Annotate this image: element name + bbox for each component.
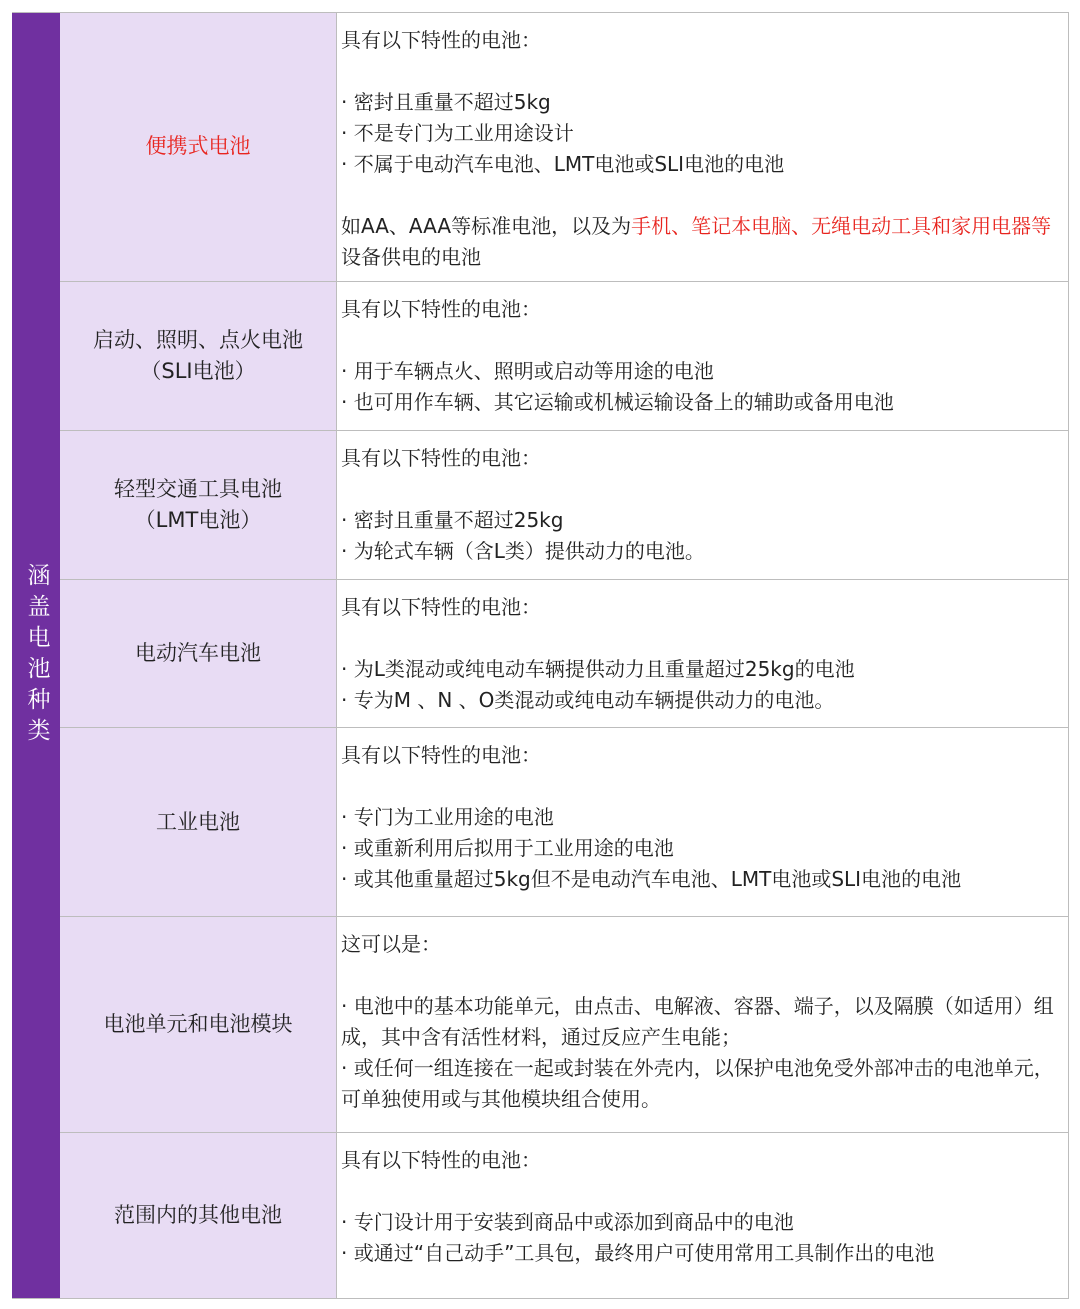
row-description — [337, 917, 1069, 1132]
description-intro: 具有以下特性的电池： — [341, 594, 541, 619]
bullet: · 密封且重量不超过25kg — [341, 507, 564, 532]
row-name: 便携式电池 — [60, 13, 337, 281]
row-description — [337, 1133, 1069, 1298]
description-intro: 具有以下特性的电池： — [341, 28, 541, 52]
description-intro: 具有以下特性的电池： — [341, 1148, 541, 1173]
highlight-text: 手机、笔记本电脑、无绳电动工具和家用电器等 — [631, 214, 1052, 238]
row-name: 电池单元和电池模块 — [60, 917, 337, 1132]
row-name: 工业电池 — [60, 728, 337, 916]
side-header — [12, 13, 60, 1298]
bullet: · 用于车辆点火、照明或启动等用途的电池 — [341, 358, 714, 383]
table-row — [60, 1133, 1069, 1298]
row-description — [337, 580, 1069, 728]
row-name: 启动、照明、点火电池 （SLI电池） — [60, 282, 337, 430]
bullet: · 不是专门为工业用途设计 — [341, 121, 574, 145]
description-intro: 这可以是： — [341, 932, 441, 957]
bullet: · 专门为工业用途的电池 — [341, 805, 554, 830]
battery-types-table — [12, 12, 1069, 1299]
bullet: · 专门设计用于安装到商品中或添加到商品中的电池 — [341, 1210, 794, 1235]
row-name: 轻型交通工具电池 （LMT电池） — [60, 431, 337, 579]
table-row — [60, 580, 1069, 729]
side-header-label: 涵盖电池种类 — [23, 562, 50, 749]
table-row — [60, 431, 1069, 580]
table-row — [60, 13, 1069, 282]
table-row — [60, 282, 1069, 431]
bullet: · 密封且重量不超过5kg — [341, 90, 551, 114]
bullet: · 或其他重量超过5kg但不是电动汽车电池、LMT电池或SLI电池的电池 — [341, 867, 962, 892]
table-rows — [60, 13, 1069, 1298]
description-note: 如AA、AAA等标准电池，以及为手机、笔记本电脑、无绳电动工具和家用电器等设备供电的电池 — [341, 214, 1052, 269]
bullet: · 专为M 、N 、O类混动或纯电动车辆提供动力的电池。 — [341, 687, 835, 712]
bullet: · 也可用作车辆、其它运输或机械运输设备上的辅助或备用电池 — [341, 389, 894, 414]
row-description — [337, 13, 1069, 281]
row-name: 电动汽车电池 — [60, 580, 337, 728]
description-intro: 具有以下特性的电池： — [341, 445, 541, 470]
bullet: · 为轮式车辆（含L类）提供动力的电池。 — [341, 538, 705, 563]
bullet: · 或重新利用后拟用于工业用途的电池 — [341, 836, 674, 861]
row-description — [337, 728, 1069, 916]
row-description — [337, 431, 1069, 579]
bullet: · 为L类混动或纯电动车辆提供动力且重量超过25kg的电池 — [341, 656, 855, 681]
table-row — [60, 728, 1069, 917]
description-intro: 具有以下特性的电池： — [341, 296, 541, 321]
bullet: · 电池中的基本功能单元，由点击、电解液、容器、端子，以及隔膜（如适用）组成，其中含有活性材料，通过反应产生电能； — [341, 994, 1054, 1050]
bullet: · 或通过“自己动手”工具包，最终用户可使用常用工具制作出的电池 — [341, 1241, 935, 1266]
row-name: 范围内的其他电池 — [60, 1133, 337, 1298]
row-description — [337, 282, 1069, 430]
bullet: · 不属于电动汽车电池、LMT电池或SLI电池的电池 — [341, 152, 785, 176]
bullet: · 或任何一组连接在一起或封装在外壳内，以保护电池免受外部冲击的电池单元，可单独使用或与其他模块组合使用。 — [341, 1056, 1054, 1112]
table-row — [60, 917, 1069, 1133]
description-intro: 具有以下特性的电池： — [341, 743, 541, 768]
